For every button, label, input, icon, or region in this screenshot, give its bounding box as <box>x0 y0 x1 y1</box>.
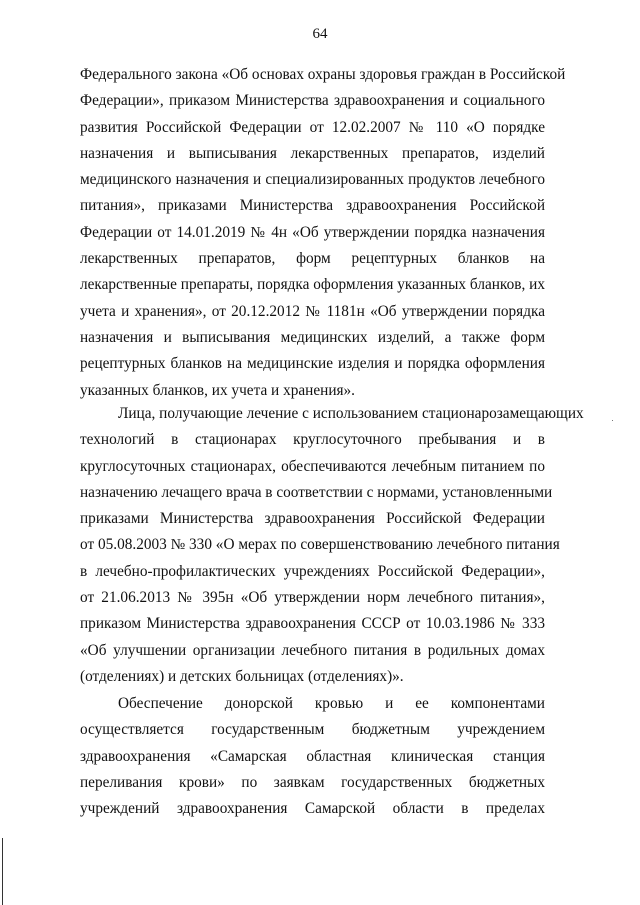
text-line: учета и хранения», от 20.12.2012 № 1181н «Об утверждении порядка <box>80 302 545 320</box>
text-line: рецептурных бланков на медицинские изделия и порядка оформления <box>80 355 545 373</box>
text-line: назначению лечащего врача в соответствии с нормами, установленными <box>80 483 553 501</box>
text-line: технологий в стационарах круглосуточного пребывания и в <box>80 431 545 449</box>
text-line: Федерации», приказом Министерства здравоохранения и социального <box>80 92 545 110</box>
text-line: медицинского назначения и специализированных продуктов лечебного <box>80 171 545 189</box>
text-line: круглосуточных стационарах, обеспечиваются лечебным питанием по <box>80 457 545 475</box>
paragraph-2 <box>80 401 584 690</box>
text-line: осуществляется государственным бюджетным учреждением <box>80 721 545 739</box>
text-line: в лечебно-профилактических учреждениях Российской Федерации», <box>80 562 545 580</box>
text-line: развития Российской Федерации от 12.02.2007 № 110 «О порядке <box>80 118 545 136</box>
text-line: (отделениях) и детских больницах (отделениях)». <box>80 667 404 685</box>
text-line: назначения и выписывания медицинских изделий, а также форм <box>80 328 545 346</box>
paragraph-3 <box>80 691 545 822</box>
text-line: учреждений здравоохранения Самарской области в пределах <box>80 800 545 818</box>
text-line: указанных бланков, их учета и хранения». <box>80 381 356 399</box>
text-line: Лица, получающие лечение с использованием стационарозамещающих <box>118 405 584 422</box>
text-line: «Об улучшении организации лечебного питания в родильных домах <box>80 641 545 659</box>
text-line: Федерации от 14.01.2019 № 4н «Об утверждении порядка назначения <box>80 223 545 241</box>
text-line: приказами Министерства здравоохранения Российской Федерации <box>80 510 545 528</box>
text-line: питания», приказами Министерства здравоохранения Российской <box>80 197 545 215</box>
text-line: Федерального закона «Об основах охраны здоровья граждан в Российской <box>80 66 566 83</box>
page-number: 64 <box>312 26 328 42</box>
text-line: Обеспечение донорской кровью и ее компонентами <box>118 695 545 712</box>
text-line: от 05.08.2003 № 330 «О мерах по совершенствованию лечебного питания <box>80 536 560 554</box>
scan-speck <box>612 420 613 421</box>
text-line: приказом Министерства здравоохранения СССР от 10.03.1986 № 333 <box>80 615 545 633</box>
scan-edge-line <box>2 838 3 905</box>
text-line: назначения и выписывания лекарственных препаратов, изделий <box>80 144 545 162</box>
text-line: лекарственных препаратов, форм рецептурных бланков на <box>80 250 545 268</box>
paragraph-1 <box>80 62 566 404</box>
text-line: здравоохранения «Самарская областная клиническая станция <box>80 747 545 765</box>
text-line: от 21.06.2013 № 395н «Об утверждении норм лечебного питания», <box>80 589 545 607</box>
text-line: лекарственные препараты, порядка оформления указанных бланков, их <box>80 276 545 294</box>
text-line: переливания крови» по заявкам государственных бюджетных <box>80 773 545 791</box>
